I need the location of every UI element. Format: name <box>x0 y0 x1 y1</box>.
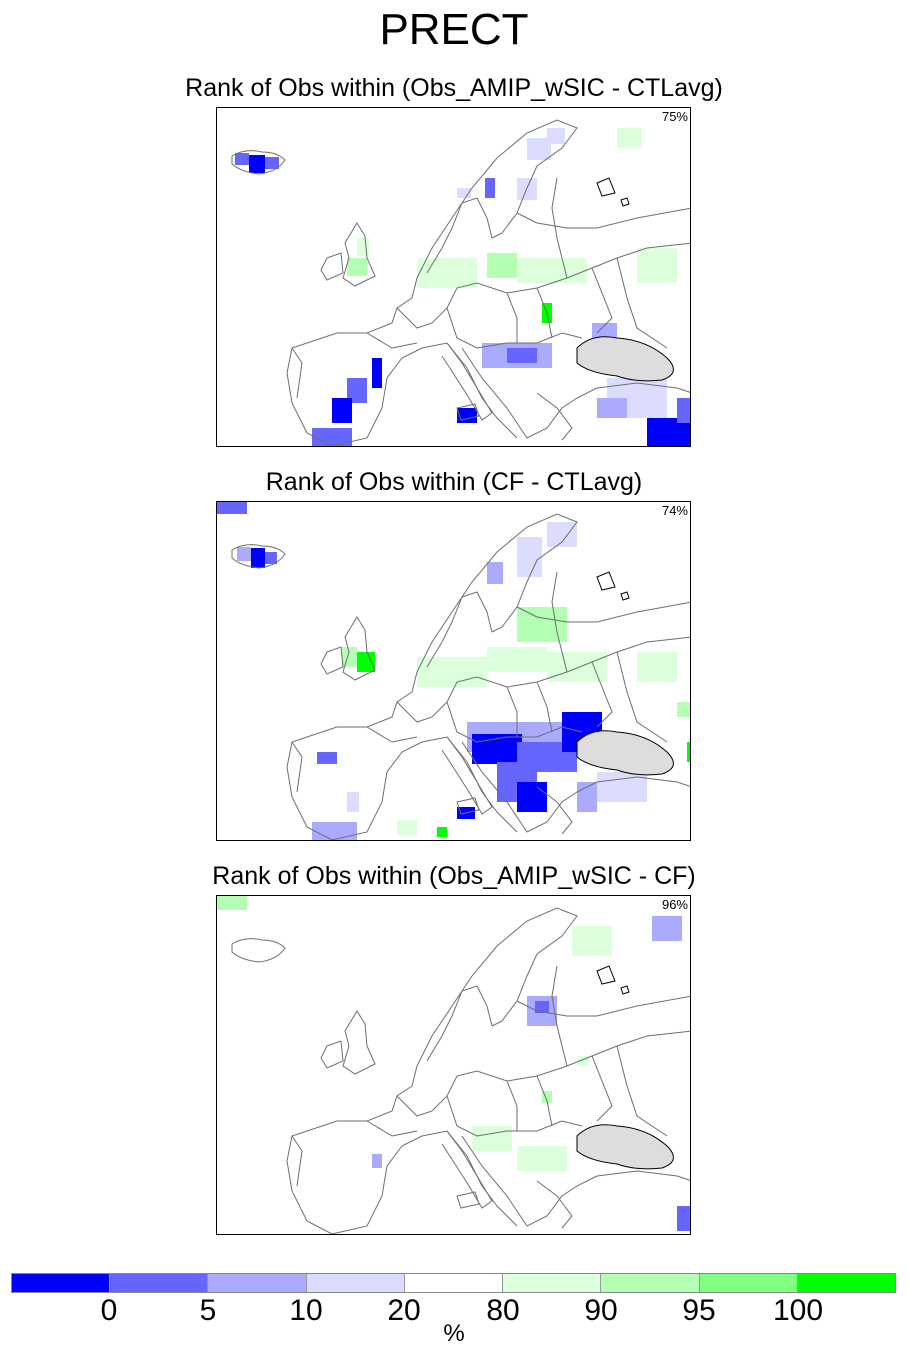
panel-2-map-graphic <box>217 502 691 841</box>
colorbar-segment <box>798 1274 895 1292</box>
panel-1-map <box>216 107 691 447</box>
colorbar-tick-label: 80 <box>486 1294 520 1327</box>
colorbar-segment <box>110 1274 208 1292</box>
panel-2-percent: 74% <box>661 503 688 518</box>
colorbar-segment <box>208 1274 306 1292</box>
colorbar-tick-label: 95 <box>682 1294 716 1327</box>
colorbar-segment <box>700 1274 798 1292</box>
panel-3-map-graphic <box>217 896 691 1235</box>
panel-1-title: Rank of Obs within (Obs_AMIP_wSIC - CTLavg) <box>185 74 723 102</box>
panel-3-title: Rank of Obs within (Obs_AMIP_wSIC - CF) <box>212 862 696 890</box>
colorbar-segment <box>601 1274 699 1292</box>
panel-1-map-graphic <box>217 108 691 447</box>
panel-3-map <box>216 895 691 1235</box>
colorbar-unit: % <box>443 1320 465 1347</box>
panel-3-percent: 96% <box>661 897 688 912</box>
colorbar-tick-label: 90 <box>584 1294 618 1327</box>
panel-2-map <box>216 501 691 841</box>
colorbar-segment <box>503 1274 601 1292</box>
colorbar-tick-label: 10 <box>289 1294 323 1327</box>
figure-title: PRECT <box>379 5 529 54</box>
colorbar-tick-label: 20 <box>387 1294 421 1327</box>
colorbar-tick-label: 5 <box>199 1294 217 1327</box>
colorbar <box>11 1273 896 1293</box>
colorbar-tick-label: 100 <box>772 1294 824 1327</box>
panel-2-title: Rank of Obs within (CF - CTLavg) <box>265 468 643 496</box>
panel-1-percent: 75% <box>661 109 688 124</box>
colorbar-segment <box>405 1274 503 1292</box>
colorbar-tick-label: 0 <box>100 1294 118 1327</box>
colorbar-segment <box>307 1274 405 1292</box>
colorbar-segment <box>12 1274 110 1292</box>
